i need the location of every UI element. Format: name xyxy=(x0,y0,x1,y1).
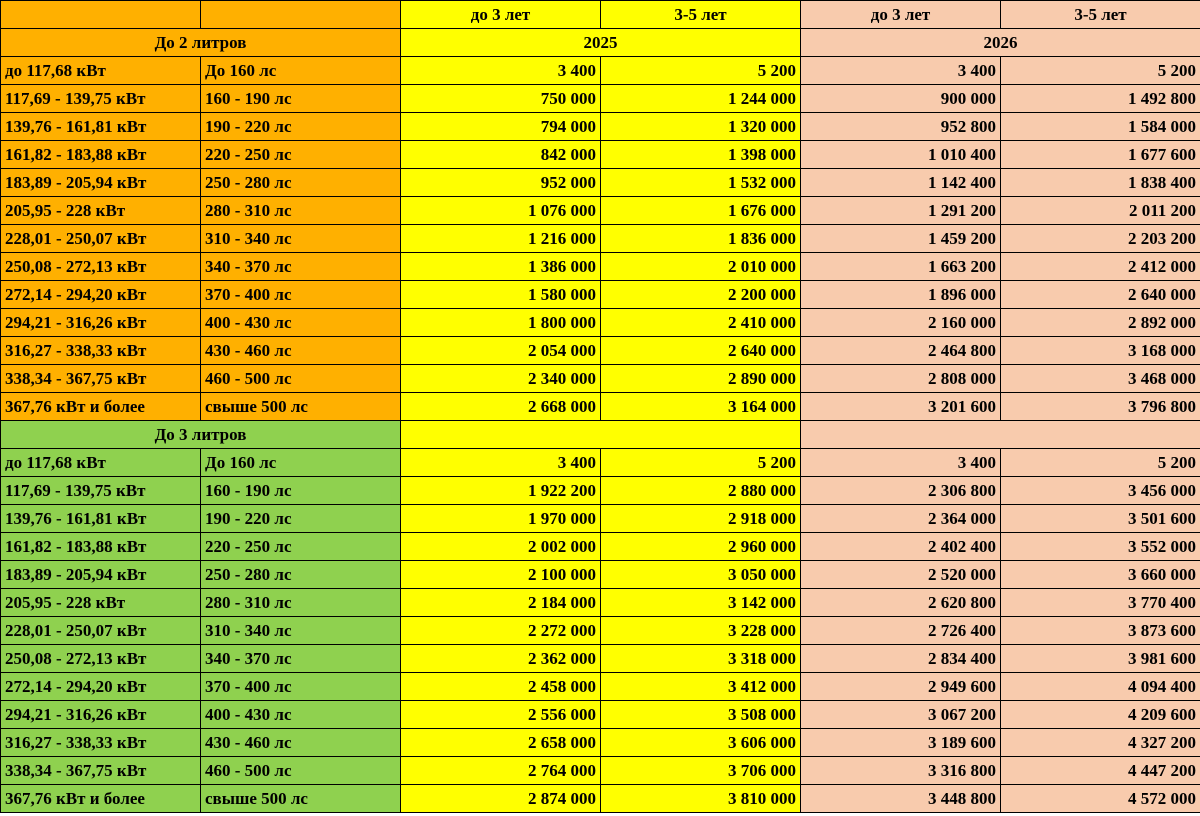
power-kw-cell: 316,27 - 338,33 кВт xyxy=(1,729,201,757)
value-2026-3to5: 3 981 600 xyxy=(1001,645,1200,673)
value-2025-under3: 1 076 000 xyxy=(401,197,601,225)
section-title: До 3 литров xyxy=(1,421,401,449)
value-2026-under3: 1 291 200 xyxy=(801,197,1001,225)
power-kw-cell: 338,34 - 367,75 кВт xyxy=(1,757,201,785)
value-2025-under3: 2 054 000 xyxy=(401,337,601,365)
table-row xyxy=(1,57,1200,85)
value-2026-3to5: 2 892 000 xyxy=(1001,309,1200,337)
power-hp-cell: 460 - 500 лс xyxy=(201,365,401,393)
power-kw-cell: 294,21 - 316,26 кВт xyxy=(1,309,201,337)
value-2025-3to5: 3 050 000 xyxy=(601,561,801,589)
power-kw-cell: 205,95 - 228 кВт xyxy=(1,197,201,225)
value-2026-3to5: 3 468 000 xyxy=(1001,365,1200,393)
header-row xyxy=(1,1,1200,29)
power-hp-cell: До 160 лс xyxy=(201,449,401,477)
table-row xyxy=(1,785,1200,813)
section-title: До 2 литров xyxy=(1,29,401,57)
table-row xyxy=(1,449,1200,477)
value-2026-3to5: 4 327 200 xyxy=(1001,729,1200,757)
table-row xyxy=(1,645,1200,673)
value-2025-under3: 2 874 000 xyxy=(401,785,601,813)
table-row xyxy=(1,589,1200,617)
value-2025-under3: 794 000 xyxy=(401,113,601,141)
power-kw-cell: 250,08 - 272,13 кВт xyxy=(1,645,201,673)
value-2025-under3: 2 764 000 xyxy=(401,757,601,785)
power-kw-cell: 228,01 - 250,07 кВт xyxy=(1,225,201,253)
value-2026-under3: 2 808 000 xyxy=(801,365,1001,393)
value-2025-3to5: 3 228 000 xyxy=(601,617,801,645)
value-2026-3to5: 2 203 200 xyxy=(1001,225,1200,253)
power-kw-cell: 367,76 кВт и более xyxy=(1,785,201,813)
value-2025-3to5: 1 532 000 xyxy=(601,169,801,197)
power-kw-cell: 272,14 - 294,20 кВт xyxy=(1,673,201,701)
value-2026-3to5: 4 572 000 xyxy=(1001,785,1200,813)
value-2025-3to5: 2 918 000 xyxy=(601,505,801,533)
value-2025-3to5: 3 810 000 xyxy=(601,785,801,813)
power-hp-cell: 430 - 460 лс xyxy=(201,729,401,757)
value-2025-under3: 2 658 000 xyxy=(401,729,601,757)
header-empty-cell xyxy=(201,1,401,29)
power-hp-cell: 370 - 400 лс xyxy=(201,673,401,701)
value-2026-3to5: 2 412 000 xyxy=(1001,253,1200,281)
power-hp-cell: 370 - 400 лс xyxy=(201,281,401,309)
value-2025-3to5: 3 606 000 xyxy=(601,729,801,757)
value-2025-3to5: 2 960 000 xyxy=(601,533,801,561)
power-hp-cell: 190 - 220 лс xyxy=(201,113,401,141)
value-2025-under3: 750 000 xyxy=(401,85,601,113)
value-2026-under3: 3 448 800 xyxy=(801,785,1001,813)
year-2026-label: 2026 xyxy=(801,29,1200,57)
table-row xyxy=(1,505,1200,533)
power-kw-cell: 272,14 - 294,20 кВт xyxy=(1,281,201,309)
power-kw-cell: 250,08 - 272,13 кВт xyxy=(1,253,201,281)
value-2026-under3: 2 402 400 xyxy=(801,533,1001,561)
value-2025-3to5: 1 398 000 xyxy=(601,141,801,169)
value-2026-3to5: 3 873 600 xyxy=(1001,617,1200,645)
value-2026-3to5: 3 456 000 xyxy=(1001,477,1200,505)
power-hp-cell: 340 - 370 лс xyxy=(201,645,401,673)
value-2026-under3: 2 160 000 xyxy=(801,309,1001,337)
value-2026-under3: 2 306 800 xyxy=(801,477,1001,505)
value-2025-under3: 1 970 000 xyxy=(401,505,601,533)
power-hp-cell: 280 - 310 лс xyxy=(201,589,401,617)
power-kw-cell: 316,27 - 338,33 кВт xyxy=(1,337,201,365)
header-2026-3to5: 3-5 лет xyxy=(1001,1,1200,29)
value-2026-3to5: 3 552 000 xyxy=(1001,533,1200,561)
value-2026-under3: 952 800 xyxy=(801,113,1001,141)
value-2026-under3: 1 663 200 xyxy=(801,253,1001,281)
value-2025-under3: 1 800 000 xyxy=(401,309,601,337)
value-2026-under3: 2 834 400 xyxy=(801,645,1001,673)
power-kw-cell: 183,89 - 205,94 кВт xyxy=(1,169,201,197)
power-kw-cell: 338,34 - 367,75 кВт xyxy=(1,365,201,393)
value-2026-under3: 900 000 xyxy=(801,85,1001,113)
value-2026-3to5: 5 200 xyxy=(1001,449,1200,477)
power-hp-cell: свыше 500 лс xyxy=(201,393,401,421)
table-row xyxy=(1,85,1200,113)
value-2026-under3: 2 364 000 xyxy=(801,505,1001,533)
value-2026-under3: 2 620 800 xyxy=(801,589,1001,617)
year-2025-blank xyxy=(401,421,801,449)
table-row xyxy=(1,309,1200,337)
power-hp-cell: 430 - 460 лс xyxy=(201,337,401,365)
value-2026-3to5: 3 660 000 xyxy=(1001,561,1200,589)
value-2025-3to5: 2 880 000 xyxy=(601,477,801,505)
power-kw-cell: 205,95 - 228 кВт xyxy=(1,589,201,617)
power-kw-cell: 117,69 - 139,75 кВт xyxy=(1,85,201,113)
power-hp-cell: 310 - 340 лс xyxy=(201,617,401,645)
power-hp-cell: 250 - 280 лс xyxy=(201,169,401,197)
table-row xyxy=(1,673,1200,701)
value-2025-3to5: 3 706 000 xyxy=(601,757,801,785)
value-2026-under3: 1 142 400 xyxy=(801,169,1001,197)
value-2025-under3: 2 340 000 xyxy=(401,365,601,393)
value-2025-3to5: 1 676 000 xyxy=(601,197,801,225)
value-2025-3to5: 1 244 000 xyxy=(601,85,801,113)
value-2026-3to5: 2 640 000 xyxy=(1001,281,1200,309)
value-2025-under3: 2 272 000 xyxy=(401,617,601,645)
value-2026-3to5: 2 011 200 xyxy=(1001,197,1200,225)
power-hp-cell: 250 - 280 лс xyxy=(201,561,401,589)
table-row xyxy=(1,757,1200,785)
value-2026-3to5: 3 501 600 xyxy=(1001,505,1200,533)
power-hp-cell: До 160 лс xyxy=(201,57,401,85)
table-row xyxy=(1,253,1200,281)
value-2025-3to5: 3 164 000 xyxy=(601,393,801,421)
value-2026-under3: 2 464 800 xyxy=(801,337,1001,365)
value-2026-under3: 2 726 400 xyxy=(801,617,1001,645)
value-2025-under3: 1 922 200 xyxy=(401,477,601,505)
value-2025-3to5: 5 200 xyxy=(601,449,801,477)
table-row xyxy=(1,617,1200,645)
value-2025-3to5: 3 318 000 xyxy=(601,645,801,673)
power-hp-cell: 400 - 430 лс xyxy=(201,701,401,729)
value-2026-3to5: 4 209 600 xyxy=(1001,701,1200,729)
value-2025-under3: 3 400 xyxy=(401,449,601,477)
value-2025-3to5: 3 142 000 xyxy=(601,589,801,617)
power-kw-cell: до 117,68 кВт xyxy=(1,57,201,85)
power-kw-cell: 161,82 - 183,88 кВт xyxy=(1,141,201,169)
table-row xyxy=(1,197,1200,225)
value-2025-3to5: 1 836 000 xyxy=(601,225,801,253)
value-2026-3to5: 1 677 600 xyxy=(1001,141,1200,169)
value-2025-under3: 2 556 000 xyxy=(401,701,601,729)
power-hp-cell: 160 - 190 лс xyxy=(201,477,401,505)
value-2026-3to5: 3 796 800 xyxy=(1001,393,1200,421)
value-2025-3to5: 2 890 000 xyxy=(601,365,801,393)
value-2026-under3: 3 189 600 xyxy=(801,729,1001,757)
table-row xyxy=(1,701,1200,729)
value-2025-under3: 3 400 xyxy=(401,57,601,85)
power-kw-cell: 228,01 - 250,07 кВт xyxy=(1,617,201,645)
power-kw-cell: 139,76 - 161,81 кВт xyxy=(1,113,201,141)
value-2026-3to5: 5 200 xyxy=(1001,57,1200,85)
value-2025-under3: 952 000 xyxy=(401,169,601,197)
value-2026-under3: 1 459 200 xyxy=(801,225,1001,253)
year-2026-blank xyxy=(801,421,1200,449)
value-2026-under3: 3 400 xyxy=(801,449,1001,477)
table-row xyxy=(1,113,1200,141)
value-2025-under3: 2 184 000 xyxy=(401,589,601,617)
value-2025-under3: 2 002 000 xyxy=(401,533,601,561)
power-kw-cell: 139,76 - 161,81 кВт xyxy=(1,505,201,533)
header-2026-under3: до 3 лет xyxy=(801,1,1001,29)
value-2026-3to5: 3 168 000 xyxy=(1001,337,1200,365)
table-row xyxy=(1,225,1200,253)
power-kw-cell: 367,76 кВт и более xyxy=(1,393,201,421)
value-2026-3to5: 3 770 400 xyxy=(1001,589,1200,617)
value-2026-under3: 3 316 800 xyxy=(801,757,1001,785)
table-row xyxy=(1,337,1200,365)
value-2026-under3: 3 400 xyxy=(801,57,1001,85)
power-kw-cell: 183,89 - 205,94 кВт xyxy=(1,561,201,589)
value-2025-under3: 1 386 000 xyxy=(401,253,601,281)
table-row xyxy=(1,281,1200,309)
table-row xyxy=(1,141,1200,169)
value-2026-under3: 2 520 000 xyxy=(801,561,1001,589)
table-row xyxy=(1,533,1200,561)
value-2025-3to5: 3 508 000 xyxy=(601,701,801,729)
power-hp-cell: 400 - 430 лс xyxy=(201,309,401,337)
value-2026-3to5: 1 838 400 xyxy=(1001,169,1200,197)
section-title-row xyxy=(1,29,1200,57)
value-2026-3to5: 4 094 400 xyxy=(1001,673,1200,701)
value-2025-3to5: 3 412 000 xyxy=(601,673,801,701)
table-row xyxy=(1,729,1200,757)
power-hp-cell: 220 - 250 лс xyxy=(201,533,401,561)
power-kw-cell: 117,69 - 139,75 кВт xyxy=(1,477,201,505)
header-empty-cell xyxy=(1,1,201,29)
value-2025-3to5: 2 410 000 xyxy=(601,309,801,337)
value-2026-under3: 1 010 400 xyxy=(801,141,1001,169)
header-2025-3to5: 3-5 лет xyxy=(601,1,801,29)
power-hp-cell: 220 - 250 лс xyxy=(201,141,401,169)
value-2025-under3: 2 458 000 xyxy=(401,673,601,701)
power-kw-cell: до 117,68 кВт xyxy=(1,449,201,477)
table-row xyxy=(1,365,1200,393)
value-2025-3to5: 5 200 xyxy=(601,57,801,85)
value-2025-under3: 2 668 000 xyxy=(401,393,601,421)
power-hp-cell: 310 - 340 лс xyxy=(201,225,401,253)
value-2026-under3: 3 201 600 xyxy=(801,393,1001,421)
value-2025-3to5: 2 010 000 xyxy=(601,253,801,281)
value-2026-3to5: 1 584 000 xyxy=(1001,113,1200,141)
value-2026-3to5: 4 447 200 xyxy=(1001,757,1200,785)
power-hp-cell: 340 - 370 лс xyxy=(201,253,401,281)
value-2026-3to5: 1 492 800 xyxy=(1001,85,1200,113)
value-2025-3to5: 1 320 000 xyxy=(601,113,801,141)
value-2025-under3: 1 580 000 xyxy=(401,281,601,309)
power-hp-cell: 460 - 500 лс xyxy=(201,757,401,785)
power-kw-cell: 294,21 - 316,26 кВт xyxy=(1,701,201,729)
power-hp-cell: 190 - 220 лс xyxy=(201,505,401,533)
header-2025-under3: до 3 лет xyxy=(401,1,601,29)
table-row xyxy=(1,561,1200,589)
value-2026-under3: 2 949 600 xyxy=(801,673,1001,701)
value-2025-3to5: 2 640 000 xyxy=(601,337,801,365)
value-2025-under3: 1 216 000 xyxy=(401,225,601,253)
value-2025-under3: 2 362 000 xyxy=(401,645,601,673)
table-row xyxy=(1,477,1200,505)
value-2026-under3: 3 067 200 xyxy=(801,701,1001,729)
table-row xyxy=(1,169,1200,197)
value-2025-3to5: 2 200 000 xyxy=(601,281,801,309)
value-2025-under3: 2 100 000 xyxy=(401,561,601,589)
value-2025-under3: 842 000 xyxy=(401,141,601,169)
section-title-row xyxy=(1,421,1200,449)
value-2026-under3: 1 896 000 xyxy=(801,281,1001,309)
power-hp-cell: 160 - 190 лс xyxy=(201,85,401,113)
year-2025-label: 2025 xyxy=(401,29,801,57)
power-hp-cell: свыше 500 лс xyxy=(201,785,401,813)
power-hp-cell: 280 - 310 лс xyxy=(201,197,401,225)
table-row xyxy=(1,393,1200,421)
power-kw-cell: 161,82 - 183,88 кВт xyxy=(1,533,201,561)
